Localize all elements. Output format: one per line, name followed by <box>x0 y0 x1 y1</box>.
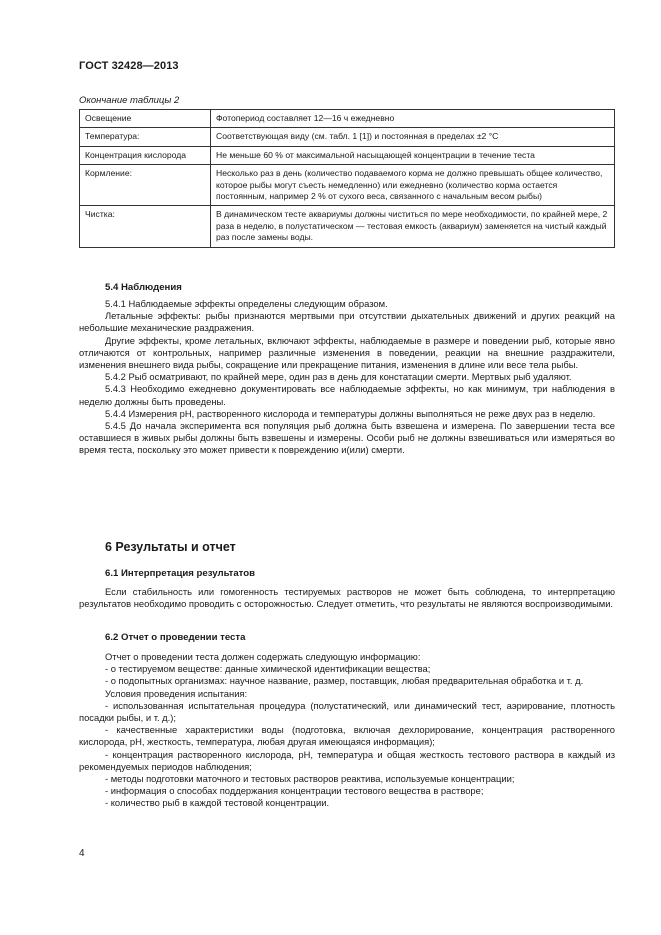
paragraph: Условия проведения испытания: <box>105 687 248 699</box>
section-heading-6-2: 6.2 Отчет о проведении теста <box>105 632 246 643</box>
list-item: - использованная испытательная процедура (полустатический, или динамический тест, аэрирование, плотность посадки рыбы, и т. д.); <box>79 699 615 724</box>
conditions-table <box>79 109 615 248</box>
param-cell: Температура: <box>80 128 211 146</box>
value-cell: Соответствующая виду (см. табл. 1 [1]) и постоянная в пределах ±2 °С <box>211 128 615 146</box>
paragraph: 5.4.5 До начала эксперимента вся популяция рыб должна быть взвешена и измерена. По завершении теста все оставшиеся в живых рыбы должны быть взвешены и измерены. Особи рыб не должны взвешиваться или измеряться во время теста, поскольку это может привести к повреждению и(или) смерти. <box>79 420 615 456</box>
table-caption: Окончание таблицы 2 <box>79 95 180 106</box>
paragraph: 5.4.4 Измерения рН, растворенного кислорода и температуры должны выполняться не реже двух раз в неделю. <box>105 407 596 419</box>
paragraph: 5.4.2 Рыб осматривают, по крайней мере, один раз в день для констатации смерти. Мертвых рыб удаляют. <box>105 371 572 383</box>
section-heading-5-4: 5.4 Наблюдения <box>105 282 182 293</box>
paragraph: Отчет о проведении теста должен содержать следующую информацию: <box>105 651 421 662</box>
list-item: - методы подготовки маточного и тестовых растворов реактива, используемые концентрации; <box>105 773 515 785</box>
list-item: - количество рыб в каждой тестовой концентрации. <box>105 797 330 809</box>
list-item: - концентрация растворенного кислорода, рН, температура и общая жесткость тестового раствора в каждый из рекомендуемых периодов наблюдения; <box>79 748 615 772</box>
section-heading-6-1: 6.1 Интерпретация результатов <box>105 568 255 579</box>
document-code: ГОСТ 32428—2013 <box>79 60 179 72</box>
param-cell: Чистка: <box>80 206 211 247</box>
paragraph: 5.4.3 Необходимо ежедневно документировать все наблюдаемые эффекты, но как минимум, три наблюдения в неделю должны быть проведены. <box>79 383 615 407</box>
param-cell: Концентрация кислорода <box>80 146 211 164</box>
param-cell: Кормление: <box>80 165 211 206</box>
page-number: 4 <box>79 848 85 859</box>
list-item: - о тестируемом веществе: данные химической идентификации вещества; <box>105 663 431 675</box>
paragraph: Если стабильность или гомогенность тестируемых растворов не может быть соблюдена, то интерпретацию результатов необходимо проводить с осторожностью. Следует отметить, что результаты не являются воспроизводимыми. <box>79 586 615 610</box>
section-5-4-body <box>79 298 615 457</box>
value-cell: Не меньше 60 % от максимальной насыщающей концентрации в течение теста <box>211 146 615 164</box>
table-row <box>80 110 615 128</box>
table-row <box>80 146 615 164</box>
list-item: - о подопытных организмах: научное название, размер, поставщик, любая предварительная обработка и т. д. <box>105 675 584 687</box>
paragraph: 5.4.1 Наблюдаемые эффекты определены следующим образом. <box>105 298 388 309</box>
section-heading-6: 6 Результаты и отчет <box>105 540 236 554</box>
value-cell: В динамическом тесте аквариумы должны чиститься по мере необходимости, по крайней мере, 2 раза в неделю, в полустатическом — тестовая емкость (аквариум) заменяется на чистый каждый раз после замены воды. <box>211 206 615 247</box>
section-6-1-body <box>79 586 615 610</box>
value-cell: Несколько раз в день (количество подаваемого корма не должно превышать общее количество, которое рыбы могут съесть немедленно) или ежедневно (количество корма остается постоянным, например 2 % от сухого веса, связанного с начальным весом рыбы) <box>211 165 615 206</box>
table-row <box>80 165 615 206</box>
param-cell: Освещение <box>80 110 211 128</box>
table-row <box>80 206 615 247</box>
list-item: - информация о способах поддержания концентрации тестового вещества в растворе; <box>105 785 484 797</box>
list-item: - качественные характеристики воды (подготовка, включая дехлорирование, концентрация растворенного кислорода, рН, жесткость, температура, любая другая имеющаяся информация); <box>79 724 615 748</box>
value-cell: Фотопериод составляет 12—16 ч ежедневно <box>211 110 615 128</box>
table-row <box>80 128 615 146</box>
section-6-2-body <box>79 651 615 810</box>
paragraph: Летальные эффекты: рыбы признаются мертвыми при отсутствии дыхательных движений и других реакций на небольшие механические раздражения. <box>79 310 615 334</box>
paragraph: Другие эффекты, кроме летальных, включают эффекты, наблюдаемые в размере и поведении рыб, которые явно отличаются от контрольных, например различные изменения в поведении, реакции на внешние раздражители, изменения внешнего вида рыбы, сокращение или прекращение питания, изменения в длине или весе тела рыбы. <box>79 334 615 371</box>
